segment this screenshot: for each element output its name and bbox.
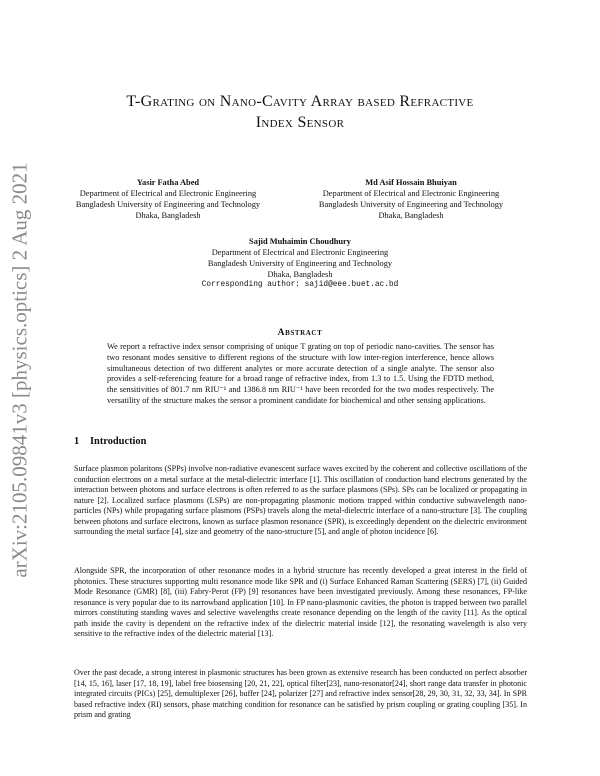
author-department: Department of Electrical and Electronic Engineering xyxy=(322,189,500,198)
section-heading xyxy=(74,436,146,447)
abstract-heading xyxy=(0,328,600,338)
author-university: Bangladesh University of Engineering and Technology xyxy=(318,200,504,209)
title-line-1: T-Grating on Nano-Cavity Array based Refractive xyxy=(126,93,474,110)
section-number: 1 xyxy=(74,436,80,447)
title-line-2: Index Sensor xyxy=(255,114,345,131)
paper-title xyxy=(60,91,540,133)
author-name: Yasir Fatha Abed xyxy=(136,178,200,187)
author-department: Department of Electrical and Electronic Engineering xyxy=(79,189,257,198)
arxiv-identifier xyxy=(4,150,36,590)
author-location: Dhaka, Bangladesh xyxy=(135,211,201,220)
author-location: Dhaka, Bangladesh xyxy=(378,211,444,220)
author-university: Bangladesh University of Engineering and Technology xyxy=(207,259,393,268)
paragraph-3: Over the past decade, a strong interest in plasmonic structures has been grown as extensive research has been conducted on perfect absorber [14, 15, 16], laser [17, 18, 19], label free biosensing [20, 21, 22], optical filter[23], nano-resonator[24], short range data transfer in photonic integrated circuits (PICs) [25], demultiplexer [26], buffer [24], polarizer [27] and refractive index sensor[28, 29, 30, 31, 32, 33, 34]. In SPR based refractive index (RI) sensors, phase matching condition for resonance can be satisfied by prism coupling or grating coupling [35]. In prism and grating xyxy=(74,668,527,719)
paragraph-2: Alongside SPR, the incorporation of other resonance modes in a hybrid structure has recently developed a great interest in the field of photonics. These structures supporting multi resonance mode like SPR and (i) Surface Enhanced Raman Scattering (SERS) [7], (ii) Guided Mode Resonance (GMR) [8], (iii) Fabry-Perot (FP) [9] resonances have been investigated previously. Among these resonances, FP-like resonance is very popular due to its narrowband application [10]. In FP nano-plasmonic cavities, the photon is trapped between two parallel mirrors constituting standing waves and selective wavelengths create resonance depending on the length of the cavity [11]. As the optical path inside the cavity is dependent on the refractive index of the dielectric material inside [12], the resonating wavelength is also very sensitive to the refractive index of the dielectric material [13]. xyxy=(74,566,527,638)
author-location: Dhaka, Bangladesh xyxy=(267,270,333,279)
author-department: Department of Electrical and Electronic Engineering xyxy=(211,248,389,257)
author-name: Sajid Muhaimin Choudhury xyxy=(249,237,351,246)
author-block-1 xyxy=(68,177,268,221)
author-block-3 xyxy=(180,236,420,291)
author-name: Md Asif Hossain Bhuiyan xyxy=(365,178,457,187)
author-block-2 xyxy=(300,177,522,221)
arxiv-id-text: arXiv:2105.09841v3 [physics.optics] 2 Aug 2021 xyxy=(7,162,32,578)
abstract-heading-text: Abstract xyxy=(277,328,323,338)
section-title: Introduction xyxy=(90,436,147,447)
abstract-text: We report a refractive index sensor comprising of unique T grating on top of periodic nano-cavities. The sensor has two resonant modes sensitive to different regions of the structure with low inter-region interference, hence allows simultaneous detection of two different analytes or more accurate detection of a single analyte. The sensor also provides a self-referencing feature for a broad range of refractive index, from 1.3 to 1.5. Using the FDTD method, the sensitivities of 801.7 nm RIU⁻¹ and 1386.8 nm RIU⁻¹ have been recorded for the two modes respectively. The versatility of the structure makes the sensor a prominent candidate for biochemical and other sensing applications. xyxy=(107,342,494,405)
paragraph-1: Surface plasmon polaritons (SPPs) involve non-radiative evanescent surface waves excited by the coherent and collective oscillations of the conduction electrons on a metal surface at the metal-dielectric interface [1]. This oscillation of conduction band electrons generated by the interaction between photons and surface electrons is often referred to as the surface plasmons (SPs). SPs can be localized or propagating in nature [2]. Localized surface plasmons (LSPs) are non-propagating plasmonic motions trapped within conductive subwavelength nano-particles (NPs) while propagating surface plasmons (PSPs) travels along the metal-dielectric interface of a nano-structure [3]. The coupling between photons and surface electrons, known as surface plasmon resonance (SPR), is exceedingly dependent on the dielectric environment surrounding the metal surface [4], size and geometry of the nano-structure [5], and angle of photon incidence [6]. xyxy=(74,464,527,536)
author-university: Bangladesh University of Engineering and Technology xyxy=(75,200,261,209)
corresponding-author-email: Corresponding author: sajid@eee.buet.ac.bd xyxy=(201,281,399,289)
